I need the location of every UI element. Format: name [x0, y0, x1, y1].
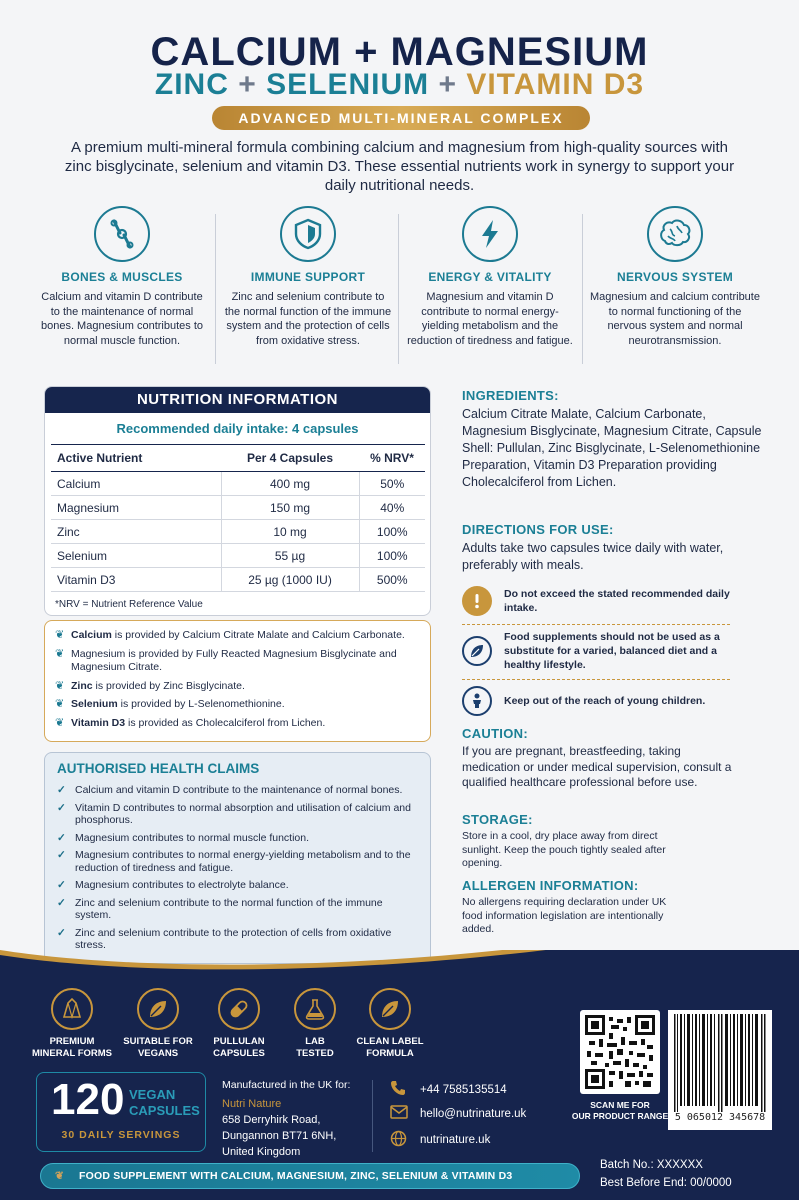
- capsule-type-line1: VEGAN: [129, 1087, 176, 1102]
- shield-icon: [280, 206, 336, 262]
- check-icon: ✓: [57, 784, 66, 796]
- banner-text: FOOD SUPPLEMENT WITH CALCIUM, MAGNESIUM, ZINC, SELENIUM & VITAMIN D3: [79, 1170, 513, 1182]
- website-url[interactable]: nutrinature.uk: [420, 1134, 491, 1146]
- nutrition-panel: [44, 386, 431, 616]
- nutrient-name: Selenium: [51, 544, 221, 568]
- benefit-text: Zinc and selenium contribute to the normal function of the immune system and the protection of cells from oxidative stress.: [224, 291, 392, 347]
- plus-sign: +: [438, 68, 457, 101]
- address-line: United Kingdom: [222, 1146, 301, 1158]
- claims-title: AUTHORISED HEALTH CLAIMS: [57, 761, 260, 776]
- capsule-count: 120: [51, 1075, 125, 1124]
- list-item: [55, 680, 420, 694]
- benefit-text: Calcium and vitamin D contribute to the maintenance of normal bones. Magnesium contributes to normal muscle function.: [40, 291, 204, 347]
- company-name: Nutri Nature: [222, 1098, 282, 1110]
- source-text: is provided by Fully Reacted Magnesium Bisglycinate and Magnesium Citrate.: [71, 647, 397, 673]
- product-title: CALCIUM + MAGNESIUM: [150, 30, 649, 74]
- list-item: [57, 832, 418, 845]
- benefit-title: ENERGY & VITALITY: [428, 270, 552, 284]
- batch-number: Batch No.: XXXXXX: [600, 1159, 703, 1171]
- ingredients-section: [462, 388, 762, 491]
- list-item: [55, 648, 420, 675]
- address-line: Dungannon BT71 6NH,: [222, 1130, 337, 1142]
- nutrient-sources-panel: [44, 620, 431, 742]
- directions-section: [462, 522, 732, 574]
- divider: [398, 214, 399, 364]
- caution-text: If you are pregnant, breastfeeding, taking medication or under medical supervision, consult a qualified healthcare professional before use.: [462, 744, 732, 789]
- nutrient-nrv: 500%: [359, 568, 425, 592]
- benefit-nervous: [590, 206, 760, 348]
- source-text: is provided by L-Selenomethionine.: [117, 698, 285, 710]
- list-item: [55, 629, 420, 643]
- divider: [215, 214, 216, 364]
- storage-section: [462, 812, 697, 871]
- badge-line1: CLEAN LABEL: [356, 1036, 424, 1047]
- badge-line2: FORMULA: [366, 1048, 414, 1059]
- joint-icon: [94, 206, 150, 262]
- divider: [462, 624, 730, 625]
- qr-code[interactable]: [580, 1010, 660, 1094]
- badge-line2: MINERAL FORMS: [31, 1048, 113, 1059]
- nutrient-name: Magnesium: [51, 496, 221, 520]
- list-item: [55, 717, 420, 731]
- contact-email: [390, 1105, 526, 1122]
- leaf-icon: ❦: [55, 1170, 64, 1182]
- selenium-word: SELENIUM: [266, 68, 430, 101]
- crystal-icon: [51, 988, 93, 1030]
- table-row: [51, 568, 425, 592]
- badge-line1: PULLULAN: [213, 1036, 265, 1047]
- health-claims-panel: [44, 752, 431, 964]
- list-item: [55, 698, 420, 712]
- allergen-title: ALLERGEN INFORMATION:: [462, 878, 639, 893]
- vitamin-d3-word: VITAMIN D3: [466, 68, 645, 101]
- storage-title: STORAGE:: [462, 812, 533, 827]
- supplement-banner: [40, 1163, 580, 1189]
- manufacturer-block: [222, 1078, 372, 1160]
- warning-text: Keep out of the reach of young children.: [504, 695, 706, 707]
- ingredients-title: INGREDIENTS:: [462, 388, 559, 403]
- badge-vegan: [112, 988, 204, 1060]
- best-before: Best Before End: 00/0000: [600, 1177, 732, 1189]
- nutrient-amount: 55 µg: [221, 544, 359, 568]
- benefit-text: Magnesium and vitamin D contribute to normal energy-yielding metabolism and the reduction of tiredness and fatigue.: [407, 291, 573, 347]
- leaf-icon: ❦: [55, 716, 65, 729]
- source-nutrient: Vitamin D3: [71, 716, 126, 729]
- globe-icon: [390, 1130, 412, 1150]
- contact-web: [390, 1130, 490, 1150]
- badge-line1: LAB: [305, 1036, 325, 1047]
- claim-text: Zinc and selenium contribute to the protection of cells from oxidative stress.: [75, 926, 392, 951]
- recommended-intake: Recommended daily intake: 4 capsules: [116, 421, 359, 436]
- table-row: [51, 520, 425, 544]
- benefit-immune: [223, 206, 393, 348]
- leaf-icon: ❦: [55, 629, 65, 641]
- nutrient-name: Vitamin D3: [51, 568, 221, 592]
- nutrition-table: [51, 444, 425, 592]
- claim-text: Magnesium contributes to normal energy-yielding metabolism and to the reduction of tiredness and fatigue.: [75, 849, 411, 874]
- qr-caption: [566, 1100, 674, 1122]
- claim-text: Magnesium contributes to normal muscle function.: [75, 831, 310, 844]
- exclamation-icon: [462, 586, 492, 616]
- qr-caption-line1: SCAN ME FOR: [590, 1100, 650, 1110]
- badge-premium: [26, 988, 118, 1060]
- source-nutrient: Zinc: [71, 679, 93, 692]
- source-text: is provided as Cholecalciferol from Lichen.: [125, 716, 326, 729]
- claim-text: Calcium and vitamin D contribute to the maintenance of normal bones.: [75, 784, 403, 796]
- capsule-icon: [218, 988, 260, 1030]
- capsule-count-box: [36, 1072, 206, 1152]
- list-item: [57, 802, 418, 827]
- address-line: 658 Derryhirk Road,: [222, 1114, 321, 1126]
- caution-title: CAUTION:: [462, 726, 528, 741]
- claim-text: Vitamin D contributes to normal absorption and utilisation of calcium and phosphorus.: [75, 801, 411, 826]
- phone-number: +44 7585135514: [420, 1083, 507, 1096]
- nutrient-nrv: 100%: [359, 520, 425, 544]
- source-nutrient: Selenium: [71, 698, 118, 710]
- nrv-footnote: *NRV = Nutrient Reference Value: [55, 599, 203, 610]
- table-row: [51, 472, 425, 496]
- intro-text: A premium multi-mineral formula combining calcium and magnesium from high-quality sources with zinc bisglycinate, selenium and vitamin D3. These essential nutrients work in synergy to support your daily nutritional needs.: [64, 139, 735, 194]
- warning-dosage: [462, 586, 732, 616]
- email-address[interactable]: hello@nutrinature.uk: [420, 1107, 527, 1120]
- source-text: is provided by Calcium Citrate Malate and Calcium Carbonate.: [111, 629, 405, 641]
- table-row: [51, 544, 425, 568]
- warning-text: Food supplements should not be used as a substitute for a varied, balanced diet and a healthy lifestyle.: [504, 631, 720, 671]
- check-icon: ✓: [57, 849, 66, 861]
- leaf-icon: ❦: [55, 698, 65, 710]
- warning-text: Do not exceed the stated recommended daily intake.: [504, 588, 730, 614]
- nutrient-amount: 10 mg: [221, 520, 359, 544]
- qr-caption-line2: OUR PRODUCT RANGE: [571, 1111, 669, 1121]
- list-item: [57, 849, 418, 874]
- list-item: [57, 897, 418, 922]
- nutrient-amount: 150 mg: [221, 496, 359, 520]
- warning-children: [462, 686, 732, 716]
- nutrient-name: Calcium: [51, 472, 221, 496]
- table-row: [51, 496, 425, 520]
- benefit-title: NERVOUS SYSTEM: [616, 270, 733, 284]
- claim-text: Magnesium contributes to electrolyte balance.: [75, 879, 289, 891]
- divider: [582, 214, 583, 364]
- leaf-icon: ❦: [55, 647, 65, 660]
- list-item: [57, 927, 418, 952]
- directions-text: Adults take two capsules twice daily with water, preferably with meals.: [462, 541, 724, 572]
- benefit-title: BONES & MUSCLES: [61, 270, 183, 284]
- brain-icon: [647, 206, 703, 262]
- badge-line1: SUITABLE FOR: [123, 1036, 193, 1047]
- nutrient-name: Zinc: [51, 520, 221, 544]
- product-subtitle-line: [0, 68, 799, 102]
- column-header: Active Nutrient: [51, 445, 221, 472]
- daily-servings: 30 DAILY SERVINGS: [61, 1129, 181, 1141]
- nutrient-nrv: 40%: [359, 496, 425, 520]
- leaf-icon: [137, 988, 179, 1030]
- check-icon: ✓: [57, 831, 66, 844]
- divider: [462, 679, 730, 680]
- allergen-section: [462, 878, 677, 937]
- ingredients-text: Calcium Citrate Malate, Calcium Carbonate, Magnesium Bisglycinate, Magnesium Citrate, Capsule Shell: Pullulan, Zinc Bisglycinate, L-Selenomethionine Preparation, Vitamin D3 Preparation providing Cholecalciferol from Lichen.: [462, 407, 762, 489]
- badge-line2: CAPSULES: [213, 1048, 265, 1059]
- nutrient-amount: 400 mg: [221, 472, 359, 496]
- badge-clean-label: [344, 988, 436, 1060]
- caution-section: [462, 726, 732, 791]
- check-icon: ✓: [57, 896, 66, 909]
- warning-diet: [462, 630, 732, 672]
- allergen-text: No allergens requiring declaration under UK food information legislation are intentionally added.: [462, 896, 667, 935]
- benefit-bones: [37, 206, 207, 348]
- manufacturer-label: Manufactured in the UK for:: [222, 1079, 351, 1091]
- barcode-number: 5 065012 345678: [668, 1112, 772, 1123]
- column-header: Per 4 Capsules: [221, 445, 359, 472]
- column-header: % NRV*: [359, 445, 425, 472]
- source-text: is provided by Zinc Bisglycinate.: [92, 679, 245, 692]
- capsule-type: [129, 1087, 200, 1119]
- child-icon: [462, 686, 492, 716]
- phone-icon: [390, 1080, 412, 1099]
- list-item: [57, 879, 418, 892]
- leaf-icon: [462, 636, 492, 666]
- leaf-icon: ❦: [55, 679, 65, 692]
- check-icon: ✓: [57, 926, 66, 939]
- list-item: [57, 784, 418, 797]
- flask-icon: [294, 988, 336, 1030]
- benefit-text: Magnesium and calcium contribute to normal functioning of the nervous system and normal neurotransmission.: [590, 291, 760, 347]
- nutrient-nrv: 100%: [359, 544, 425, 568]
- badge-line2: VEGANS: [137, 1048, 179, 1059]
- contact-phone: [390, 1080, 507, 1099]
- claim-text: Zinc and selenium contribute to the normal function of the immune system.: [75, 896, 383, 921]
- benefit-title: IMMUNE SUPPORT: [250, 270, 366, 284]
- badge-line2: TESTED: [296, 1048, 334, 1059]
- nutrient-amount: 25 µg (1000 IU): [221, 568, 359, 592]
- leaf-icon: [369, 988, 411, 1030]
- check-icon: ✓: [57, 879, 66, 891]
- divider: [372, 1080, 373, 1152]
- table-header-row: [51, 445, 425, 472]
- plus-sign: +: [238, 68, 257, 101]
- envelope-icon: [390, 1105, 412, 1122]
- zinc-word: ZINC: [154, 68, 229, 101]
- storage-text: Store in a cool, dry place away from direct sunlight. Keep the pouch tightly sealed after opening.: [462, 830, 666, 869]
- source-nutrient: Magnesium: [71, 647, 126, 660]
- nutrient-nrv: 50%: [359, 472, 425, 496]
- lightning-icon: [462, 206, 518, 262]
- nutrition-title: NUTRITION INFORMATION: [45, 387, 430, 413]
- source-nutrient: Calcium: [71, 629, 112, 641]
- batch-info: [600, 1156, 732, 1192]
- check-icon: ✓: [57, 801, 66, 814]
- directions-title: DIRECTIONS FOR USE:: [462, 522, 614, 537]
- benefit-energy: [405, 206, 575, 348]
- badge-line1: PREMIUM: [49, 1036, 95, 1047]
- complex-pill: ADVANCED MULTI-MINERAL COMPLEX: [212, 106, 590, 130]
- capsule-type-line2: CAPSULES: [129, 1103, 200, 1118]
